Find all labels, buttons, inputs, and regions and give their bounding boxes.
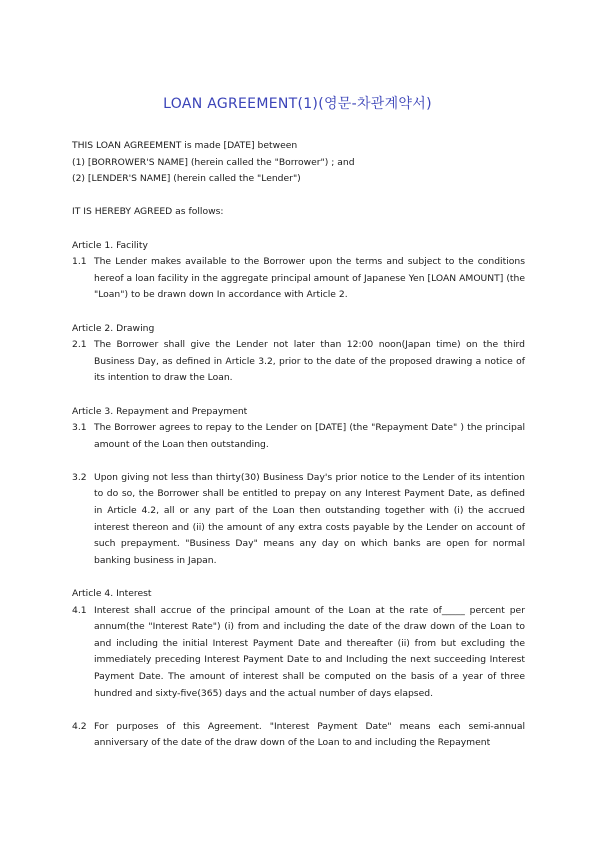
article-heading: Article 2. Drawing	[72, 322, 155, 334]
clause-number: 1.1	[72, 256, 87, 268]
intro-line: THIS LOAN AGREEMENT is made [DATE] between	[72, 140, 298, 151]
clause	[72, 254, 525, 304]
clause-text: For purposes of this Agreement. "Interest Payment Date" means each semi-annual anniversary of the date of the draw down of the Loan to and including the Repayment	[94, 720, 525, 749]
agreed-statement: IT IS HEREBY AGREED as follows:	[72, 206, 224, 218]
clause-text: The Lender makes available to the Borrower upon the terms and subject to the conditions hereof a loan facility in the aggregate principal amount of Japanese Yen [LOAN AMOUNT] (the "Loan") to be drawn down In accordance with Article 2.	[94, 256, 525, 301]
clause	[72, 420, 525, 453]
clause-number: 4.2	[72, 720, 87, 732]
party-lender: (2) [LENDER'S NAME] (herein called the "Lender")	[72, 173, 301, 185]
clause-text: Upon giving not less than thirty(30) Business Day's prior notice to the Lender of its intention to do so, the Borrower shall be entitled to prepay on any Interest Payment Date, as defined in Article 4.2, all or any part of the Loan then outstanding together with (i) the accrued interest thereon and (ii) the amount of any extra costs payable by the Lender on account of such prepayment. "Business Day" means any day on which banks are open for normal banking business in Japan.	[94, 471, 525, 566]
clause-number: 4.1	[72, 604, 87, 616]
party-borrower: (1) [BORROWER'S NAME] (herein called the "Borrower") ; and	[72, 156, 355, 168]
document-body	[72, 138, 525, 752]
clause-number: 3.1	[72, 422, 87, 434]
article-heading: Article 3. Repayment and Prepayment	[72, 405, 248, 417]
article-heading: Article 4. Interest	[72, 588, 152, 600]
clause-text: The Borrower agrees to repay to the Lender on [DATE] (the "Repayment Date" ) the principal amount of the Loan then outstanding.	[94, 422, 525, 450]
clause-text: The Borrower shall give the Lender not later than 12:00 noon(Japan time) on the third Business Day, as defined in Article 3.2, prior to the date of the proposed drawing a notice of its intention to draw the Loan.	[94, 339, 525, 384]
clause-number: 2.1	[72, 339, 87, 351]
clause	[72, 603, 525, 703]
clause-number: 3.2	[72, 471, 87, 483]
clause	[72, 470, 525, 570]
clause-text: Interest shall accrue of the principal amount of the Loan at the rate of_____ percent per annum(the "Interest Rate") (i) from and including the date of the draw down of the Loan to and including the initial Interest Payment Date and thereafter (ii) from but excluding the immediately preceding Interest Payment Date to and Including the next succeeding Interest Payment Date. The amount of interest shall be computed on the basis of a year of three hundred and sixty-five(365) days and the actual number of days elapsed.	[94, 604, 525, 699]
article-heading: Article 1. Facility	[72, 239, 148, 251]
document-title: LOAN AGREEMENT(1)(영문-차관계약서)	[163, 96, 432, 112]
clause	[72, 337, 525, 387]
clause	[72, 719, 525, 752]
